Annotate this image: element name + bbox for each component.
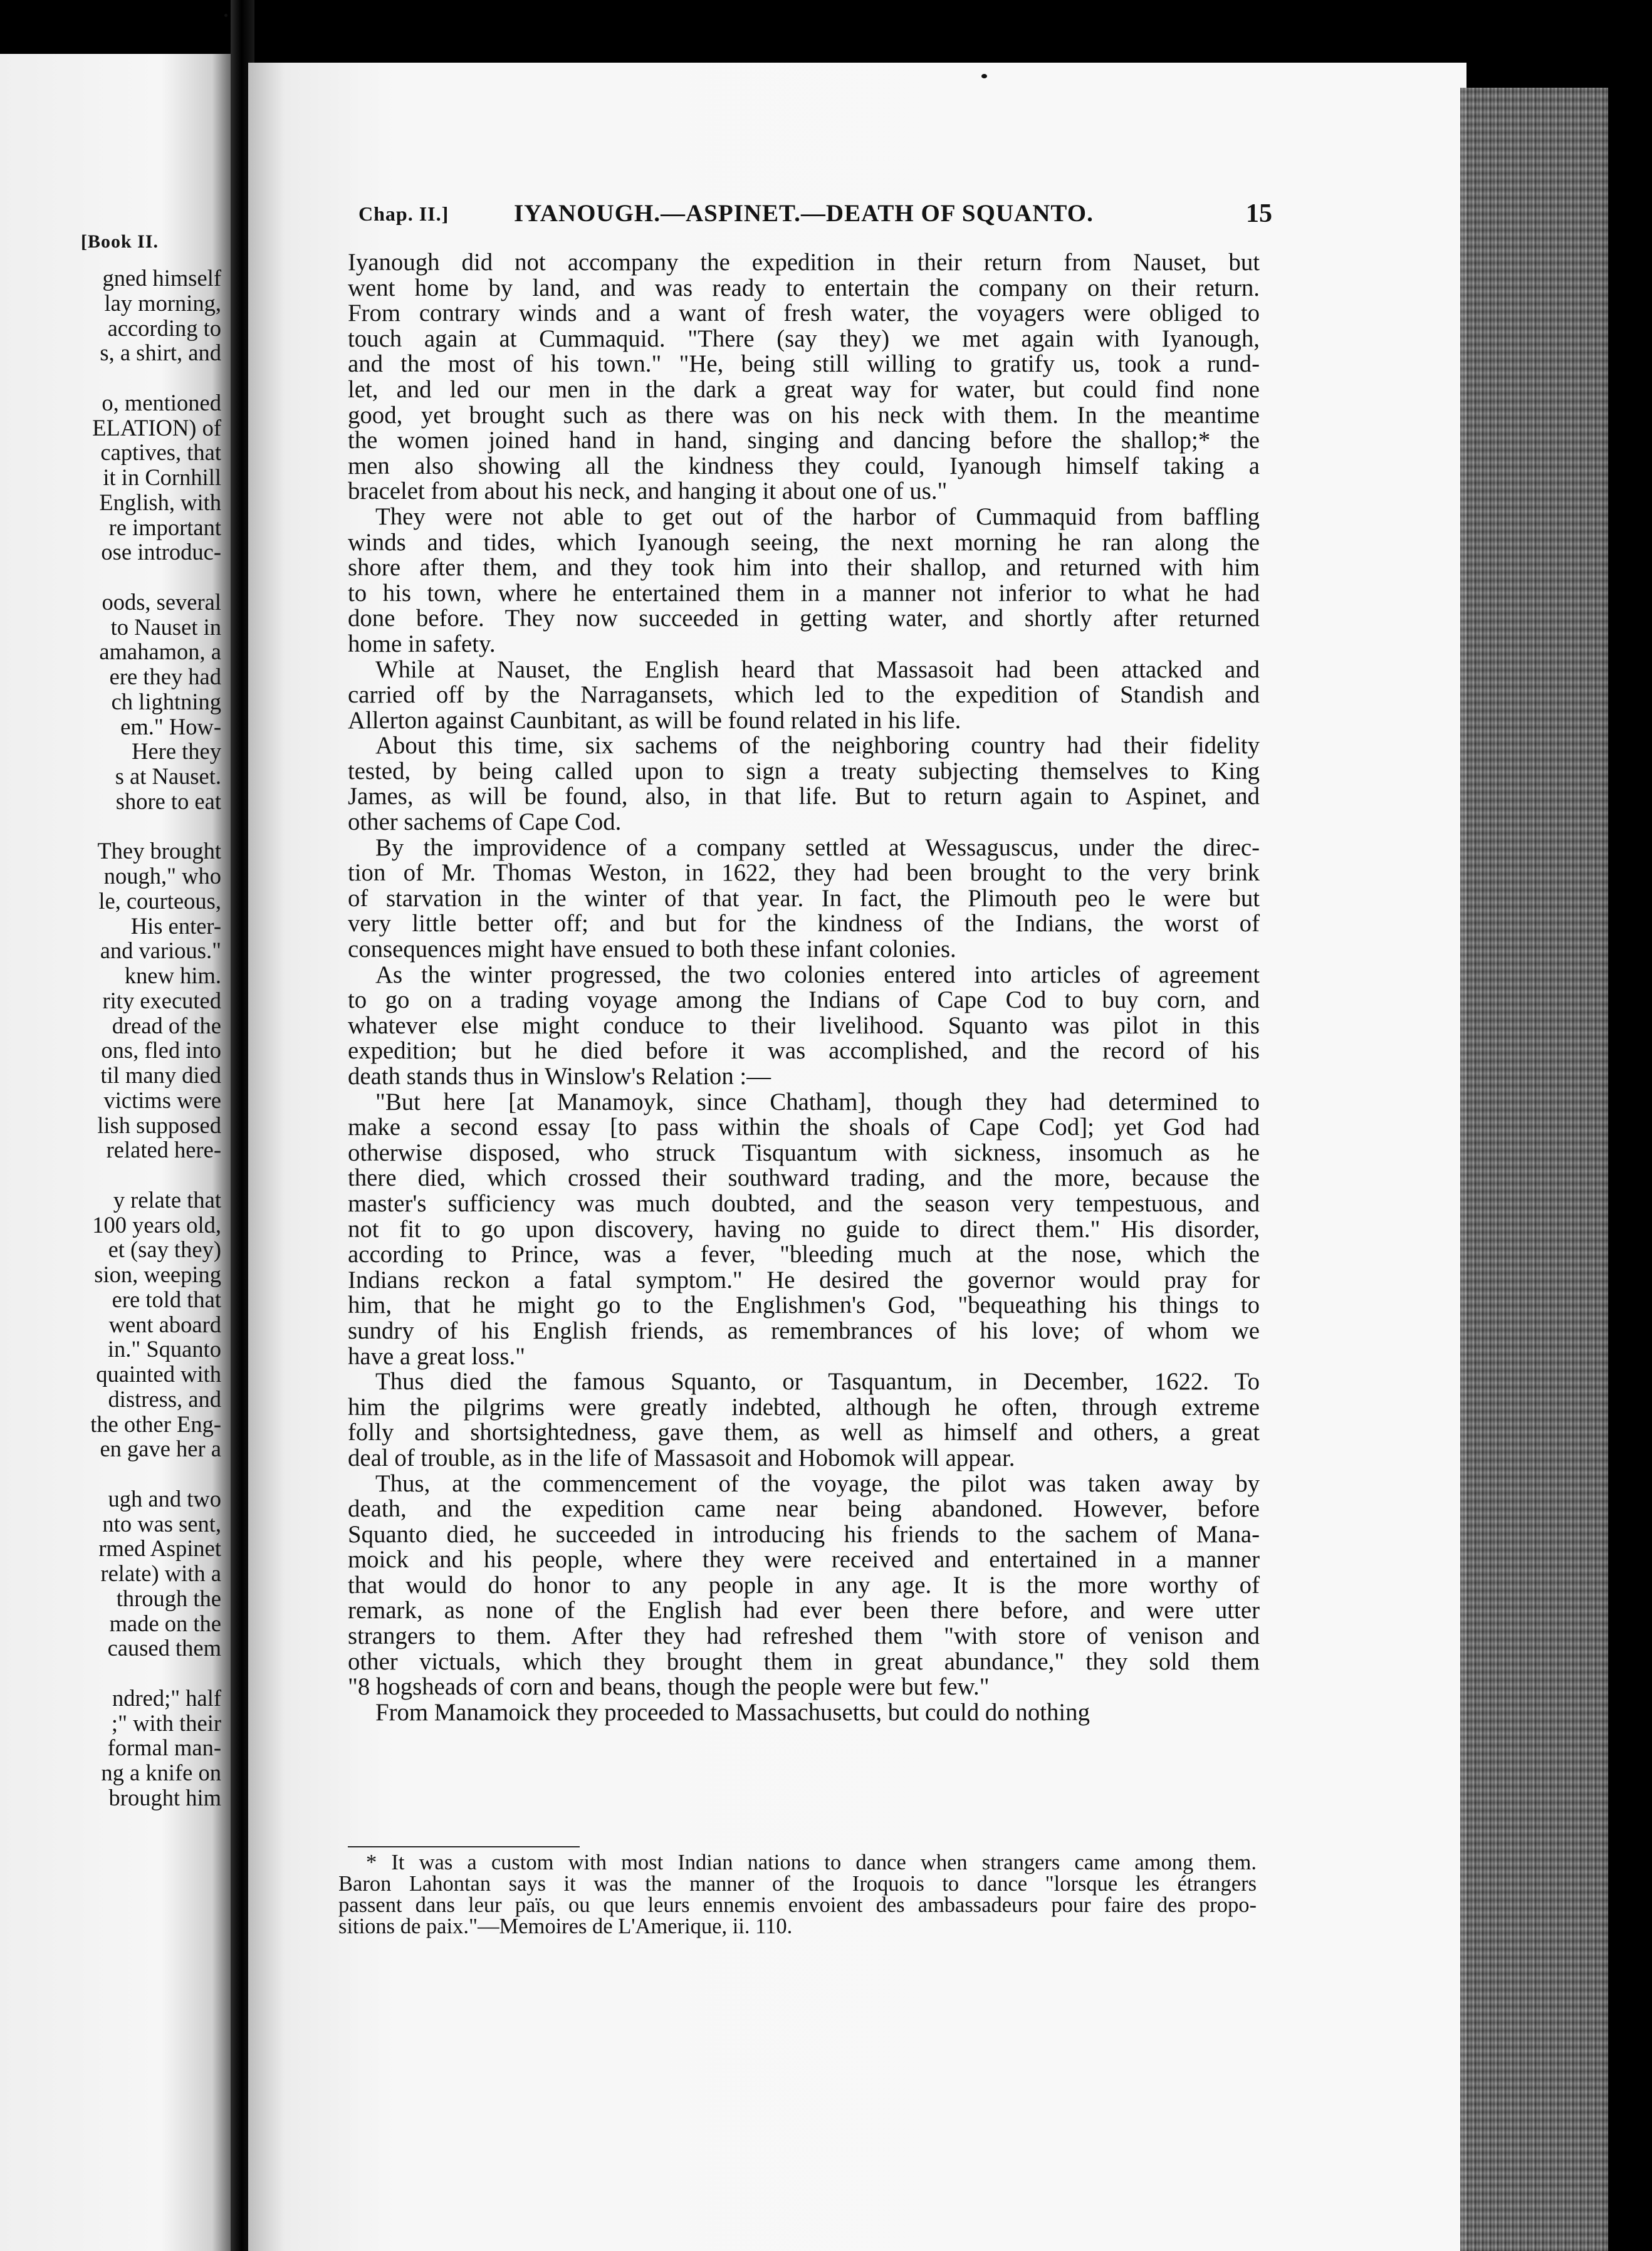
text-line: very little better off; and but for the kindness of the Indians, the worst of <box>348 910 1260 937</box>
text-line: tested, by being called upon to sign a treaty subjecting themselves to King <box>348 757 1260 785</box>
left-page-line: and various." <box>100 937 221 964</box>
text-line: let, and led our men in the dark a great way for water, but could find none <box>348 375 1260 403</box>
text-line: Squanto died, he succeeded in introducing his friends to the sachem of Mana- <box>348 1520 1260 1548</box>
text-line: bracelet from about his neck, and hanging it about one of us." <box>348 478 948 505</box>
left-page-header: [Book II. <box>80 231 159 252</box>
footnote-line: Baron Lahontan says it was the manner of the Iroquois to dance "lorsque les étrangers <box>338 1872 1257 1896</box>
text-line: Thus, at the commencement of the voyage, the pilot was taken away by <box>375 1470 1260 1497</box>
page-edges <box>1460 88 1608 2251</box>
page-header <box>358 199 1272 234</box>
left-page <box>0 54 231 2251</box>
text-line: shore after them, and they took him into their shallop, and returned with him <box>348 554 1260 582</box>
text-line: the women joined hand in hand, singing and dancing before the shallop;* the <box>348 427 1260 454</box>
left-page-line: oods, several <box>102 588 221 615</box>
left-page-line: et (say they) <box>108 1236 221 1263</box>
left-page-line: They brought <box>97 838 221 864</box>
body-text <box>348 250 1260 1725</box>
left-page-line: le, courteous, <box>98 887 221 914</box>
left-page-line: ere told that <box>112 1286 221 1312</box>
text-line: according to Prince, was a fever, "bleeding much at the nose, which the <box>348 1241 1260 1268</box>
left-page-line <box>90 565 221 590</box>
text-line: have a great loss." <box>348 1342 526 1370</box>
page-number: 15 <box>1246 199 1272 228</box>
left-page-line: formal man- <box>107 1735 221 1761</box>
text-line: death, and the expedition came near being abandoned. However, before <box>348 1495 1260 1523</box>
text-line: "8 hogsheads of corn and beans, though the people were but few." <box>348 1673 990 1701</box>
text-line: About this time, six sachems of the neighboring country had their fidelity <box>375 732 1260 760</box>
text-line: him the pilgrims were greatly indebted, although he often, through extreme <box>348 1393 1260 1421</box>
left-page-line: nto was sent, <box>102 1510 221 1537</box>
text-line: expedition; but he died before it was accomplished, and the record of his <box>348 1037 1260 1065</box>
left-page-line: ;" with their <box>111 1710 221 1736</box>
text-line: "But here [at Manamoyk, since Chatham], though they had determined to <box>375 1088 1260 1115</box>
text-line: whatever else might conduce to their livelihood. Squanto was pilot in this <box>348 1011 1260 1039</box>
text-line: and the most of his town." "He, being still willing to gratify us, took a rund- <box>348 350 1260 378</box>
text-line: make a second essay [to pass within the shoals of Cape Cod]; yet God had <box>348 1114 1260 1141</box>
text-line: strangers to them. After they had refreshed them "with store of venison and <box>348 1622 1260 1650</box>
text-line: Allerton against Caunbitant, as will be found related in his life. <box>348 706 961 734</box>
left-page-line: Here they <box>132 738 221 765</box>
left-page-line: lish supposed <box>97 1112 221 1138</box>
text-line: done before. They now succeeded in getting water, and shortly after returned <box>348 605 1260 632</box>
left-page-line: rmed Aspinet <box>98 1535 221 1562</box>
text-line: sundry of his English friends, as remembrances of his love; of whom we <box>348 1317 1260 1344</box>
page-edges-texture <box>1460 88 1608 2251</box>
text-line: to his town, where he entertained them in a manner not inferior to what he had <box>348 579 1260 607</box>
left-page-line: sion, weeping <box>94 1261 221 1287</box>
left-page-line <box>90 1162 221 1188</box>
text-line: that would do honor to any people in any age. It is the more worthy of <box>348 1571 1260 1599</box>
chapter-label: Chap. II.] <box>358 202 449 225</box>
left-page-line: amahamon, a <box>99 639 221 665</box>
footnote-rule <box>348 1846 580 1847</box>
text-line: other victuals, which they brought them in great abundance," they sold them <box>348 1648 1260 1675</box>
text-line: Thus died the famous Squanto, or Tasquantum, in December, 1622. To <box>375 1368 1260 1396</box>
left-page-line <box>90 1661 221 1686</box>
text-line: master's sufficiency was much doubted, and the season very tempestuous, and <box>348 1189 1260 1217</box>
text-line: good, yet brought such as there was on his neck with them. In the meantime <box>348 401 1260 429</box>
left-page-line: ndred;" half <box>112 1684 221 1711</box>
text-line: winds and tides, which Iyanough seeing, the next morning he ran along the <box>348 528 1260 556</box>
left-page-line: ere they had <box>109 664 221 689</box>
left-page-line: to Nauset in <box>110 614 221 640</box>
left-page-line: made on the <box>109 1610 221 1636</box>
text-line: As the winter progressed, the two colonies entered into articles of agreement <box>375 961 1260 988</box>
left-page-line: it in Cornhill <box>103 464 221 490</box>
left-page-line: ose introduc- <box>101 539 221 565</box>
text-line: touch again at Cummaquid. "There (say they) we met again with Iyanough, <box>348 325 1260 352</box>
left-page-text <box>90 266 221 1810</box>
text-line: of starvation in the winter of that year. In fact, the Plimouth peo le were but <box>348 884 1260 912</box>
left-page-line: gned himself <box>102 265 221 291</box>
left-page-line: the other Eng- <box>90 1411 221 1437</box>
running-title: IYANOUGH.—ASPINET.—DEATH OF SQUANTO. <box>514 200 1094 227</box>
left-page-line: em." How- <box>120 713 221 739</box>
left-page-line: victims were <box>103 1087 221 1113</box>
left-page-line: y relate that <box>113 1186 221 1213</box>
left-page-line: captives, that <box>100 439 221 466</box>
left-page-line: re important <box>108 514 221 540</box>
left-page-line: 100 years old, <box>92 1211 221 1238</box>
left-page-line: quainted with <box>96 1361 221 1387</box>
text-line: deal of trouble, as in the life of Massasoit and Hobomok will appear. <box>348 1444 1015 1471</box>
left-page-line: til many died <box>100 1062 221 1088</box>
left-page-line: brought him <box>108 1784 221 1810</box>
left-page-line: through the <box>116 1585 221 1611</box>
left-page-line: ons, fled into <box>101 1037 221 1063</box>
left-page-line: English, with <box>99 489 221 515</box>
text-line: folly and shortsightedness, gave them, as well as himself and others, a great <box>348 1419 1260 1446</box>
text-line: They were not able to get out of the harbor of Cummaquid from baffling <box>375 503 1260 530</box>
text-line: Indians reckon a fatal symptom." He desired the governor would pray for <box>348 1266 1260 1293</box>
left-page-line: shore to eat <box>115 788 221 814</box>
left-page-line: His enter- <box>130 912 221 939</box>
left-page-line: distress, and <box>108 1386 221 1412</box>
text-line: James, as will be found, also, in that life. But to return again to Aspinet, and <box>348 783 1260 810</box>
text-line: not fit to go upon discovery, having no guide to direct them." His disorder, <box>348 1215 1260 1243</box>
left-page-line: rity executed <box>102 987 221 1013</box>
text-line: carried off by the Narragansets, which led to the expedition of Standish and <box>348 681 1260 709</box>
left-page-line: o, mentioned <box>102 389 221 415</box>
text-line: home in safety. <box>348 630 496 657</box>
left-page-line: ch lightning <box>111 688 221 714</box>
left-page-line: dread of the <box>112 1012 221 1038</box>
text-line: consequences might have ensued to both these infant colonies. <box>348 936 956 963</box>
footnotes <box>338 1852 1257 1937</box>
text-line: By the improvidence of a company settled at Wessaguscus, under the direc- <box>375 833 1260 861</box>
left-page-line: en gave her a <box>100 1436 221 1462</box>
left-page-line: relate) with a <box>100 1560 221 1586</box>
text-line: Iyanough did not accompany the expedition in their return from Nauset, but <box>348 249 1260 276</box>
left-page-line: ELATION) of <box>92 414 221 441</box>
scan-dust <box>224 14 227 17</box>
left-page-line: related here- <box>106 1137 221 1163</box>
left-page-line: in." Squanto <box>107 1336 221 1362</box>
text-line: went home by land, and was ready to entertain the company on their return. <box>348 274 1260 301</box>
text-line: other sachems of Cape Cod. <box>348 808 622 836</box>
left-page-line: ng a knife on <box>101 1760 221 1785</box>
text-line: From contrary winds and a want of fresh water, the voyagers were obliged to <box>348 300 1260 327</box>
footnote-line: sitions de paix."—Memoires de L'Amerique, ii. 110. <box>338 1914 793 1938</box>
text-line: him, that he might go to the Englishmen's God, "bequeathing his things to <box>348 1292 1260 1319</box>
left-page-line <box>90 365 221 390</box>
left-page-line: s, a shirt, and <box>100 340 221 366</box>
text-line: tion of Mr. Thomas Weston, in 1622, they had been brought to the very brink <box>348 859 1260 887</box>
text-line: While at Nauset, the English heard that Massasoit had been attacked and <box>375 655 1260 683</box>
left-page-line: lay morning, <box>104 290 221 316</box>
left-page-line: caused them <box>107 1635 221 1661</box>
left-page-line: went aboard <box>108 1311 221 1337</box>
text-line: to go on a trading voyage among the Indians of Cape Cod to buy corn, and <box>348 986 1260 1014</box>
text-line: moick and his people, where they were received and entertained in a manner <box>348 1546 1260 1574</box>
left-page-line: ugh and two <box>108 1485 221 1512</box>
scan-border <box>1608 88 1652 2251</box>
footnote-line: passent dans leur païs, ou que leurs ennemis envoient des ambassadeurs pour faire des propo- <box>338 1893 1257 1917</box>
left-page-line: s at Nauset. <box>115 763 221 789</box>
footnote-line: * It was a custom with most Indian nations to dance when strangers came among them. <box>366 1851 1257 1874</box>
text-line: From Manamoick they proceeded to Massachusetts, but could do nothing <box>375 1698 1090 1726</box>
left-page-line: knew him. <box>124 963 221 988</box>
text-line: death stands thus in Winslow's Relation :— <box>348 1063 771 1090</box>
left-page-line <box>90 1461 221 1486</box>
left-page-line: according to <box>107 315 221 341</box>
scan-dust <box>981 74 987 78</box>
text-line: otherwise disposed, who struck Tisquantum with sickness, insomuch as he <box>348 1139 1260 1166</box>
left-page-line <box>90 814 221 839</box>
text-line: men also showing all the kindness they could, Iyanough himself taking a <box>348 452 1260 479</box>
text-line: there died, which crossed their southward trading, and the more, because the <box>348 1164 1260 1192</box>
text-line: remark, as none of the English had ever been there before, and were utter <box>348 1597 1260 1624</box>
left-page-line: nough," who <box>103 863 221 889</box>
